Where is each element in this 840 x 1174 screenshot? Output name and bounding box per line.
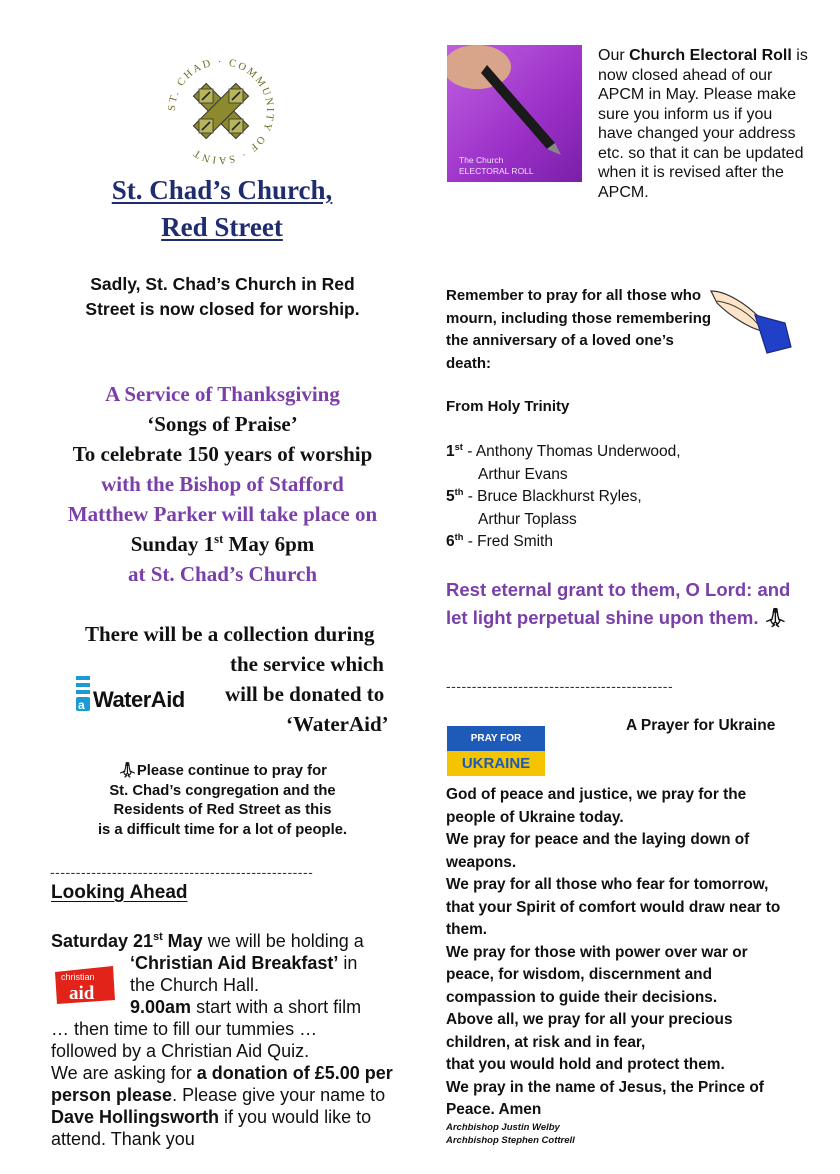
anniversary-list: [446, 441, 746, 554]
remember-notice: Remember to pray for all those who mourn, including those remembering the anniversary of a loved one’s death:: [446, 287, 712, 372]
svg-text:ST. CHAD · COMMUNITY OF · SAIN: ST. CHAD · COMMUNITY OF · SAINT: [166, 56, 276, 166]
from-holy-trinity: From Holy Trinity: [446, 398, 570, 415]
church-title: [90, 172, 354, 246]
collection-line: the service which: [230, 652, 384, 676]
collection-line: will be donated to: [225, 682, 385, 706]
christian-aid-icon: [53, 966, 117, 1006]
list-item: Arthur Evans: [478, 465, 568, 483]
prayer-line: We pray for all those who fear for tomorrow, that your Spirit of comfort would draw near to them.: [446, 876, 781, 938]
rest-eternal: Rest eternal grant to them, O Lord: and let light perpetual shine upon them. 🙏︎: [446, 579, 791, 628]
prayer-line: We pray in the name of Jesus, the Prince of Peace. Amen: [446, 1078, 764, 1118]
prayer-request: [70, 762, 375, 840]
svg-text:christian: christian: [61, 972, 95, 982]
cross-logo-icon: [166, 56, 276, 166]
praying-hands-icon: [707, 287, 793, 357]
looking-ahead-heading: Looking Ahead: [51, 882, 188, 903]
pray-for-ukraine-image: [447, 726, 545, 776]
prayer-request-line: 🙏︎Please continue to pray for: [118, 763, 327, 779]
service-line: at St. Chad’s Church: [127, 562, 318, 586]
list-item: 5th - Bruce Blackhurst Ryles,: [446, 487, 642, 506]
service-line: ‘Songs of Praise’: [147, 412, 298, 436]
event-date: Saturday 21st May: [51, 931, 203, 951]
prayer-request-line: is a difficult time for a lot of people.: [97, 821, 348, 838]
prayer-line: that you would hold and protect them.: [446, 1056, 725, 1073]
signature-line: Archbishop Justin Welby: [446, 1122, 560, 1133]
breakfast-announcement: Saturday 21st May we will be holding a ‘Christian Aid Breakfast’ in the Church Hall. 9.00am start with a short film … then time to fill our tummies … followed by a Christian Aid Quiz. We are asking for a donation of £5.00 per person please. Please give your name to Dave Hollingsworth if you would like to attend. Thank you: [51, 931, 393, 1149]
ukraine-image-bottom: UKRAINE: [447, 751, 545, 776]
church-title-line2: Red Street: [161, 212, 283, 242]
collection-line: ‘WaterAid’: [286, 712, 389, 736]
ukraine-prayer: [446, 784, 796, 1122]
service-announcement: [45, 379, 400, 589]
ukraine-prayer-title: A Prayer for Ukraine: [626, 717, 776, 734]
prayer-line: Above all, we pray for all your precious children, at risk and in fear,: [446, 1011, 733, 1051]
electoral-roll-notice: Our Church Electoral Roll is now closed ahead of our APCM in May. Please make sure you inform us if you have changed your address etc. so that it can be updated when it is revised after the APCM.: [598, 47, 808, 201]
divider: --------------------------------------------: [446, 678, 674, 694]
divider: ---------------------------------------------------: [50, 864, 314, 880]
service-date-time: May 6pm: [223, 532, 315, 556]
prayer-line: We pray for those with power over war or peace, for wisdom, discernment and compassion to guide their decisions.: [446, 943, 748, 1006]
wateraid-wordmark: WaterAid: [93, 687, 185, 712]
st-chad-logo: [166, 56, 276, 166]
service-date: [45, 529, 400, 559]
prayer-request-line: St. Chad’s congregation and the: [109, 782, 336, 799]
electoral-roll-image: [447, 45, 582, 182]
donation-amount: a donation of £5.00 per person please: [51, 1063, 393, 1105]
image-caption: ELECTORAL ROLL: [459, 166, 534, 176]
signature-line: Archbishop Stephen Cottrell: [446, 1135, 575, 1146]
service-line: Matthew Parker will take place on: [67, 502, 378, 526]
svg-text:a: a: [78, 698, 85, 712]
event-name: ‘Christian Aid Breakfast’: [130, 953, 339, 973]
service-line: with the Bishop of Stafford: [101, 472, 344, 496]
prayer-line: We pray for peace and the laying down of weapons.: [446, 831, 750, 871]
list-item: Arthur Toplass: [478, 510, 577, 528]
service-line: A Service of Thanksgiving: [105, 382, 340, 406]
list-item: 1st - Anthony Thomas Underwood,: [446, 441, 681, 460]
wateraid-logo: [76, 673, 206, 717]
contact-name: Dave Hollingsworth: [51, 1107, 220, 1127]
prayer-attribution: [446, 1121, 575, 1147]
prayer-request-line: Residents of Red Street as this: [113, 802, 332, 818]
image-caption: The Church: [459, 155, 504, 165]
event-time: 9.00am: [130, 997, 192, 1017]
svg-text:aid: aid: [69, 983, 95, 1004]
praying-hands-icon: 🙏︎: [763, 607, 788, 628]
list-item: 6th - Fred Smith: [446, 532, 553, 551]
prayer-line: God of peace and justice, we pray for the people of Ukraine today.: [446, 786, 747, 826]
service-date-suffix: st: [214, 532, 224, 546]
ukraine-image-top: PRAY FOR: [447, 726, 545, 751]
collection-line: There will be a collection during: [85, 622, 375, 646]
christian-aid-logo: [53, 966, 117, 1006]
service-line: To celebrate 150 years of worship: [72, 442, 373, 466]
service-date-day: Sunday 1: [130, 532, 215, 556]
closed-notice: Sadly, St. Chad’s Church in Red Street is now closed for worship.: [85, 274, 360, 319]
church-title-line1: St. Chad’s Church,: [111, 175, 333, 205]
praying-hands-icon: 🙏︎: [118, 763, 137, 779]
